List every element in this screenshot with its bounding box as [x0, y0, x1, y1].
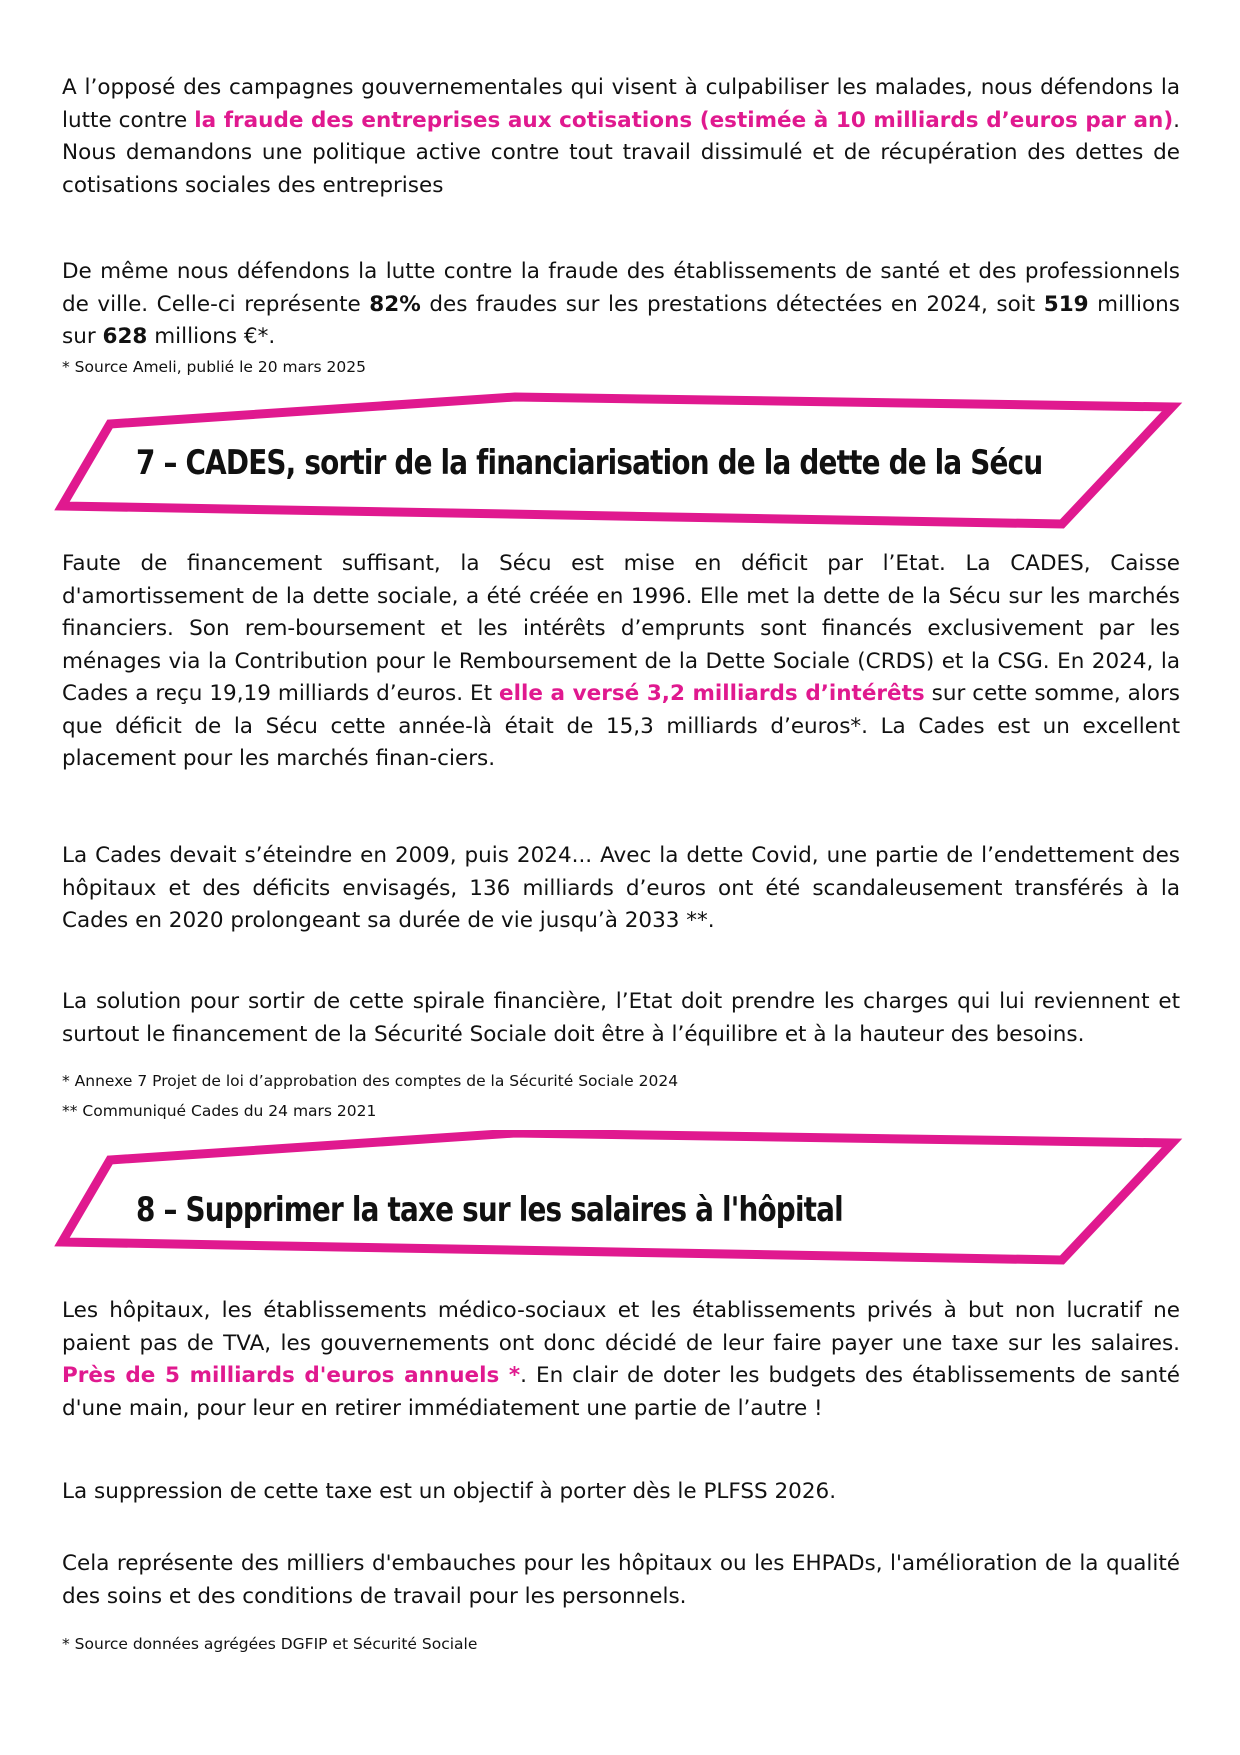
section-7-footnote-2: ** Communiqué Cades du 24 mars 2021 — [62, 1102, 377, 1120]
section-7-title: 7 – CADES, sortir de la financiarisation de la dette de la Sécu — [136, 443, 1043, 483]
section-7-banner — [0, 392, 1240, 532]
section-8-footnote: * Source données agrégées DGFIP et Sécurité Sociale — [62, 1635, 478, 1653]
intro-footnote: * Source Ameli, publié le 20 mars 2025 — [62, 358, 366, 376]
highlight-fraud-companies: la fraude des entreprises aux cotisations (estimée à 10 milliards d’euros par an) — [194, 107, 1174, 133]
section-8-title: 8 – Supprimer la taxe sur les salaires à l'hôpital — [136, 1190, 843, 1230]
section-7-paragraph-1: Faute de financement suffisant, la Sécu est mise en déficit par l’Etat. La CADES, Caisse d'amortissement de la dette sociale, a été créée en 1996. Elle met la dette de la Sécu sur les marchés financiers. Son rem-boursement et les intérêts d’emprunts sont financés exclusivement par les ménages via la Contribution pour le Remboursement de la Dette Sociale (CRDS) et la CSG. En 2024, la Cades a reçu 19,19 milliards d’euros. Et elle a versé 3,2 milliards d’intérêts sur cette somme, alors que déficit de la Sécu cette année-là était de 15,3 milliards d’euros*. La Cades est un excellent placement pour les marchés finan-ciers. — [62, 551, 1180, 771]
intro-paragraph-1: A l’opposé des campagnes gouvernementales qui visent à culpabiliser les malades, nous défendons la lutte contre la fraude des entreprises aux cotisations (estimée à 10 milliards d’euros par an). Nous demandons une politique active contre tout travail dissimulé et de récupération des dettes de cotisations sociales des entreprises — [62, 75, 1180, 198]
section-8-paragraph-2: La suppression de cette taxe est un objectif à porter dès le PLFSS 2026. — [62, 1479, 837, 1504]
section-7-footnote-1: * Annexe 7 Projet de loi d’approbation des comptes de la Sécurité Sociale 2024 — [62, 1072, 679, 1090]
section-7-paragraph-2: La Cades devait s’éteindre en 2009, puis 2024... Avec la dette Covid, une partie de l’endettement des hôpitaux et des déficits envisagés, 136 milliards d’euros ont été scandaleusement transférés à la Cades en 2020 prolongeant sa durée de vie jusqu’à 2033 **. — [62, 843, 1180, 933]
section-7-paragraph-3: La solution pour sortir de cette spirale financière, l’Etat doit prendre les charges qui lui reviennent et surtout le financement de la Sécurité Sociale doit être à l’équilibre et à la hauteur des besoins. — [62, 989, 1180, 1047]
intro-paragraph-2: De même nous défendons la lutte contre la fraude des établissements de santé et des professionnels de ville. Celle-ci représente 82% des fraudes sur les prestations détectées en 2024, soit 519 millions sur 628 millions €*. — [62, 259, 1180, 349]
highlight-five-billion: Près de 5 milliards d'euros annuels * — [62, 1363, 521, 1388]
section-8-paragraph-3: Cela représente des milliers d'embauches pour les hôpitaux ou les EHPADs, l'amélioration de la qualité des soins et des conditions de travail pour les personnels. — [62, 1551, 1180, 1609]
section-8-paragraph-1: Les hôpitaux, les établissements médico-sociaux et les établissements privés à but non lucratif ne paient pas de TVA, les gouvernements ont donc décidé de leur faire payer une taxe sur les salaires. Près de 5 milliards d'euros annuels *. En clair de doter les budgets des établissements de santé d'une main, pour leur en retirer immédiatement une partie de l’autre ! — [62, 1298, 1180, 1421]
section-8-banner — [0, 1130, 1240, 1270]
highlight-interest-paid: elle a versé 3,2 milliards d’intérêts — [499, 681, 925, 706]
